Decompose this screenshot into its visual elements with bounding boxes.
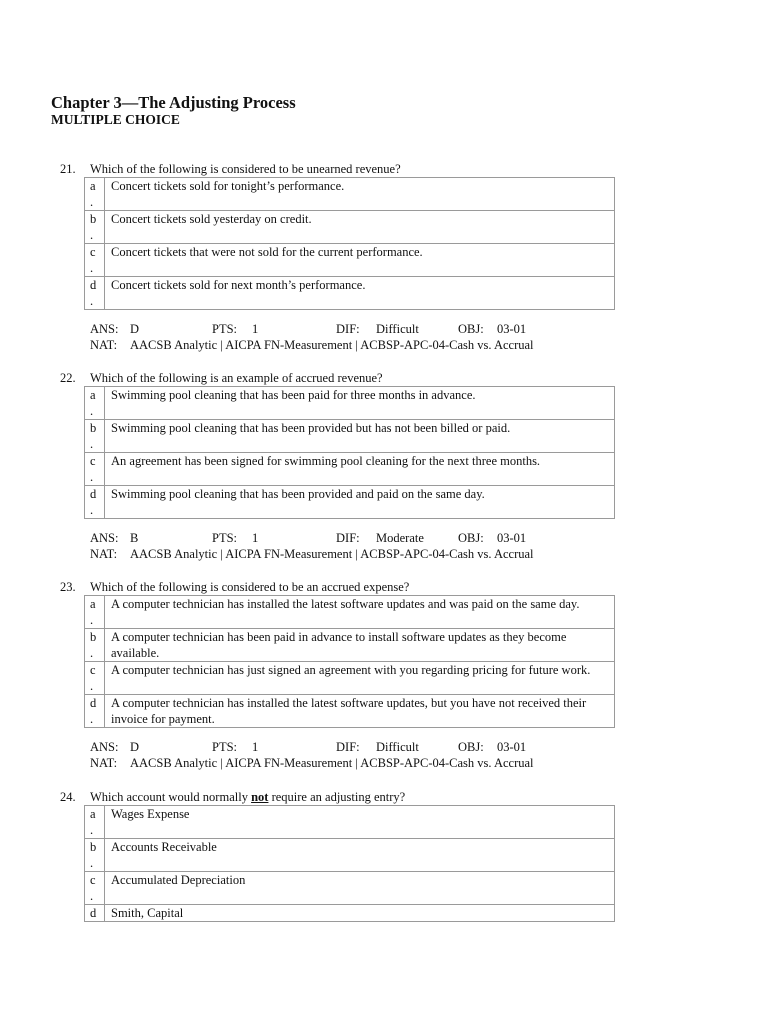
question-stem: Which account would normally not require an adjusting entry? [90,790,406,804]
option-text: A computer technician has installed the latest software updates and was paid on the same day. [105,596,615,629]
option-row: c . A computer technician has just signed an agreement with you regarding pricing for future work. [85,662,615,695]
question-stem: Which of the following is an example of accrued revenue? [90,371,383,385]
answer-meta [0,321,768,353]
option-letter: a [90,807,96,821]
option-row: d . A computer technician has installed the latest software updates, but you have not received their invoice for payment. [85,695,615,728]
section-title: MULTIPLE CHOICE [51,112,180,127]
option-text: Swimming pool cleaning that has been provided and paid on the same day. [105,486,615,519]
option-letter: d [90,906,97,920]
question-number: 24. [60,790,76,804]
option-text: Accounts Receivable [105,839,615,872]
ans-value: D [130,740,140,754]
question-number: 23. [60,580,76,594]
option-letter: d [90,696,97,710]
pts-value: 1 [252,740,259,754]
answer-meta [0,530,768,562]
options-table [84,177,615,310]
obj-value: 03-01 [497,322,527,336]
question-number: 21. [60,162,76,176]
option-text: Swimming pool cleaning that has been provided but has not been billed or paid. [105,420,615,453]
option-letter: a [90,597,96,611]
pts-label: PTS: [212,531,238,545]
option-text: Swimming pool cleaning that has been paid for three months in advance. [105,387,615,420]
dif-value: Difficult [376,322,419,336]
nat-value: AACSB Analytic | AICPA FN-Measurement | ACBSP-APC-04-Cash vs. Accrual [130,756,534,770]
option-letter: d [90,278,97,292]
option-letter: c [90,873,96,887]
pts-value: 1 [252,322,259,336]
option-row: d . Swimming pool cleaning that has been provided and paid on the same day. [85,486,615,519]
page-title: Chapter 3—The Adjusting Process [51,93,296,112]
option-text: Concert tickets sold for tonight’s performance. [105,178,615,211]
option-letter: d [90,487,97,501]
dif-value: Moderate [376,531,424,545]
option-text: Wages Expense [105,806,615,839]
obj-value: 03-01 [497,740,527,754]
option-text: A computer technician has just signed an agreement with you regarding pricing for future work. [105,662,615,695]
option-letter: c [90,245,96,259]
dif-label: DIF: [336,531,360,545]
option-letter: c [90,454,96,468]
ans-label: ANS: [90,531,119,545]
options-table [84,595,615,728]
question-21 [0,161,768,353]
ans-value: B [130,531,139,545]
option-row: b . Concert tickets sold yesterday on credit. [85,211,615,244]
ans-value: D [130,322,140,336]
answer-meta [0,739,768,771]
option-text: A computer technician has been paid in advance to install software updates as they become available. [105,629,615,662]
option-text: An agreement has been signed for swimming pool cleaning for the next three months. [105,453,615,486]
obj-value: 03-01 [497,531,527,545]
question-stem: Which of the following is considered to be unearned revenue? [90,162,401,176]
option-row [85,905,615,922]
dif-label: DIF: [336,740,360,754]
option-letter: b [90,840,97,854]
dif-value: Difficult [376,740,419,754]
emphasis-not: not [251,790,269,804]
nat-value: AACSB Analytic | AICPA FN-Measurement | ACBSP-APC-04-Cash vs. Accrual [130,547,534,561]
options-table [84,386,615,519]
question-24 [0,789,768,922]
options-table [84,805,615,922]
option-text: Concert tickets sold for next month’s performance. [105,277,615,310]
option-row: b . Accounts Receivable [85,839,615,872]
option-text: Concert tickets sold yesterday on credit. [105,211,615,244]
pts-value: 1 [252,531,259,545]
nat-label: NAT: [90,756,118,770]
question-23 [0,579,768,771]
option-letter: a [90,179,96,193]
pts-label: PTS: [212,322,238,336]
option-row: a . Wages Expense [85,806,615,839]
obj-label: OBJ: [458,322,484,336]
option-row: a . A computer technician has installed the latest software updates and was paid on the same day. [85,596,615,629]
ans-label: ANS: [90,740,119,754]
pts-label: PTS: [212,740,238,754]
nat-value: AACSB Analytic | AICPA FN-Measurement | ACBSP-APC-04-Cash vs. Accrual [130,338,534,352]
ans-label: ANS: [90,322,119,336]
option-row: b . A computer technician has been paid in advance to install software updates as they become available. [85,629,615,662]
question-22 [0,370,768,562]
option-text: A computer technician has installed the latest software updates, but you have not received their invoice for payment. [105,695,615,728]
option-letter: b [90,421,97,435]
option-row: a . Concert tickets sold for tonight’s performance. [85,178,615,211]
nat-label: NAT: [90,547,118,561]
option-row: b . Swimming pool cleaning that has been provided but has not been billed or paid. [85,420,615,453]
option-text: Accumulated Depreciation [105,872,615,905]
option-letter: a [90,388,96,402]
option-row: c . An agreement has been signed for swimming pool cleaning for the next three months. [85,453,615,486]
option-text: Smith, Capital [105,905,615,922]
option-letter: b [90,212,97,226]
obj-label: OBJ: [458,740,484,754]
dif-label: DIF: [336,322,360,336]
nat-label: NAT: [90,338,118,352]
option-row: a . Swimming pool cleaning that has been paid for three months in advance. [85,387,615,420]
obj-label: OBJ: [458,531,484,545]
option-row: c . Accumulated Depreciation [85,872,615,905]
option-row: c . Concert tickets that were not sold for the current performance. [85,244,615,277]
option-row: d . Concert tickets sold for next month’s performance. [85,277,615,310]
question-stem: Which of the following is considered to be an accrued expense? [90,580,410,594]
question-number: 22. [60,371,76,385]
option-text: Concert tickets that were not sold for the current performance. [105,244,615,277]
option-letter: c [90,663,96,677]
option-letter: b [90,630,97,644]
